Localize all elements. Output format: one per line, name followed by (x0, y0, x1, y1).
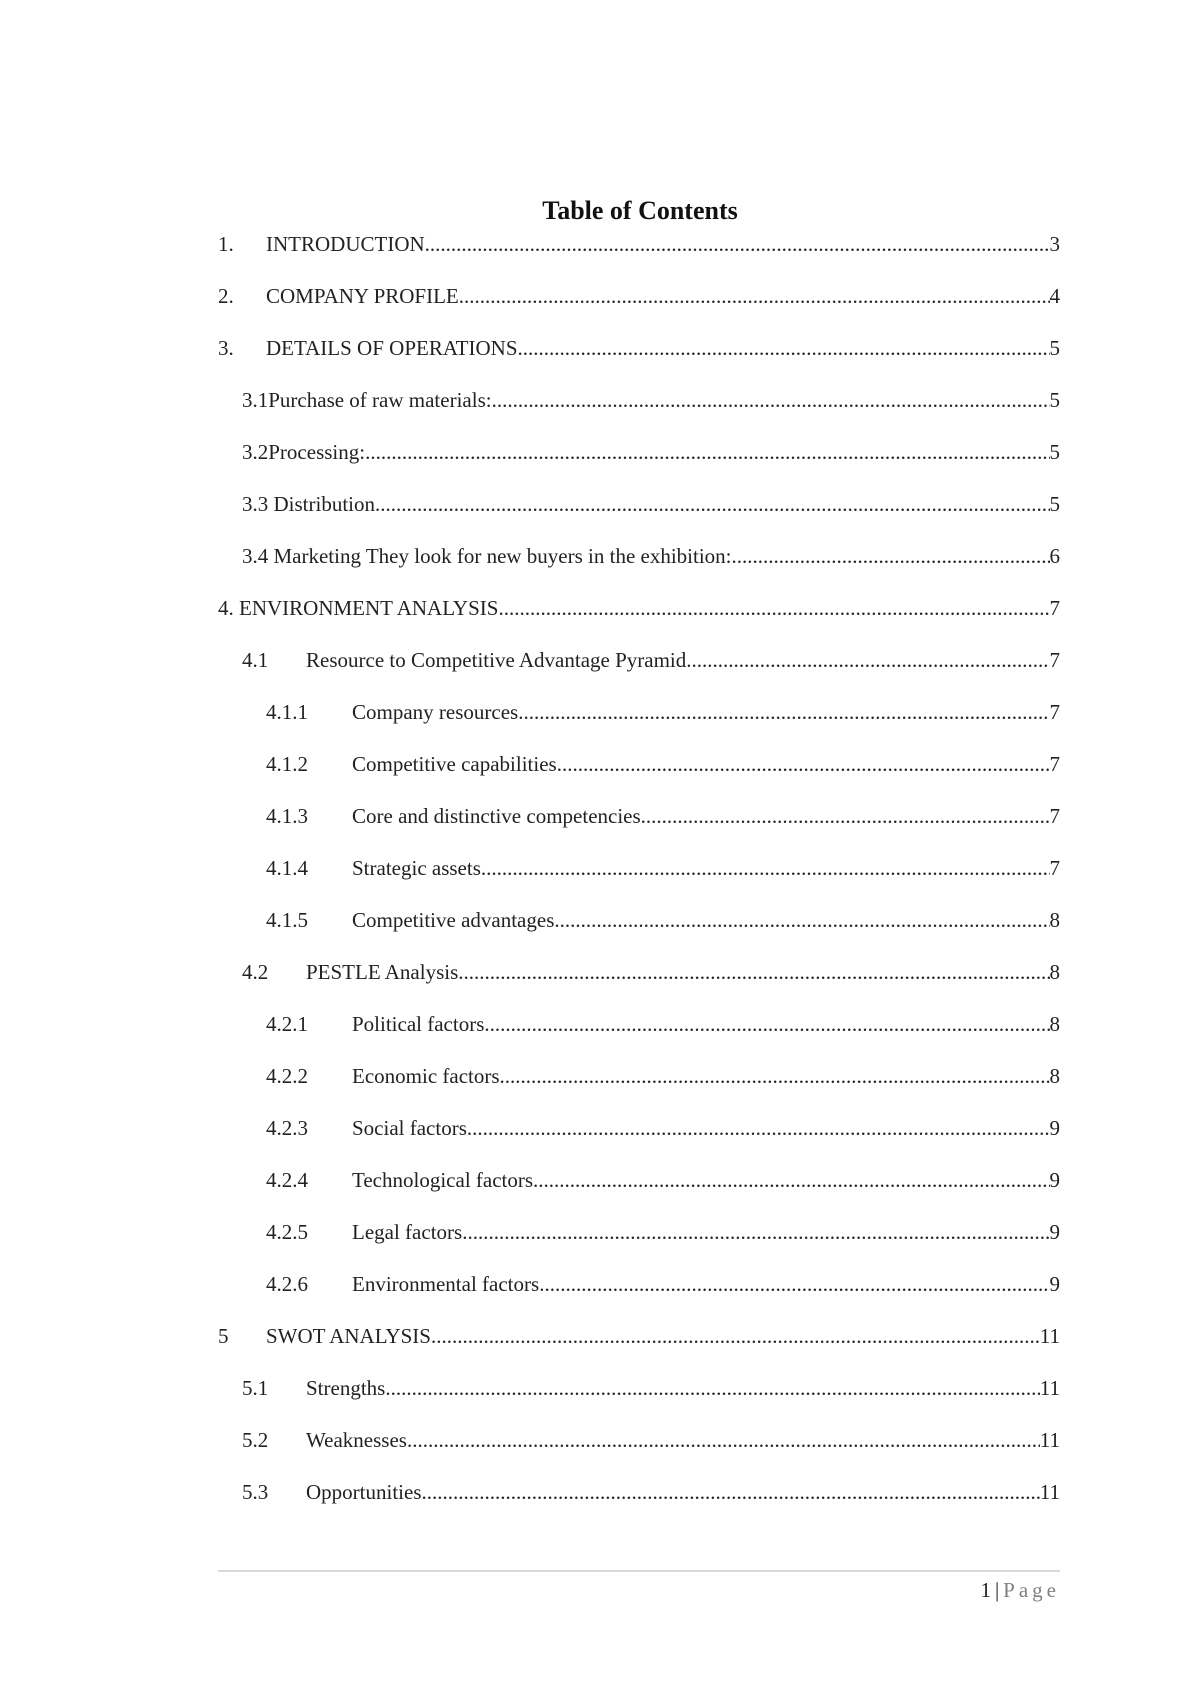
toc-entry-page: 8 (1049, 908, 1060, 932)
toc-dot-leader (554, 906, 1049, 934)
toc-entry-label: Strategic assets (352, 856, 481, 880)
toc-dot-leader (462, 1218, 1049, 1246)
toc-entry-page: 11 (1039, 1376, 1060, 1400)
toc-entry[interactable] (218, 1322, 1060, 1374)
toc-entry-label: Technological factors (352, 1168, 534, 1192)
toc-entry[interactable] (218, 1010, 1060, 1062)
toc-entry-label: Weaknesses (306, 1428, 407, 1452)
toc-entry-page: 5 (1049, 336, 1060, 360)
toc-entry[interactable] (218, 542, 1060, 594)
toc-entry-number: 4.1.5 (266, 908, 308, 932)
toc-entry-page: 7 (1049, 648, 1060, 672)
toc-dot-leader (539, 1270, 1049, 1298)
toc-entry-number: 4.2.3 (266, 1116, 308, 1140)
footer-separator: | (994, 1578, 1000, 1602)
toc-entry-label: ENVIRONMENT ANALYSIS (233, 596, 499, 620)
toc-dot-leader (431, 1322, 1040, 1350)
toc-dot-leader (518, 698, 1049, 726)
toc-entry-number: 5 (218, 1324, 229, 1348)
toc-dot-leader (533, 1166, 1049, 1194)
toc-entry[interactable] (218, 854, 1060, 906)
toc-entry-number: 3.3 (242, 492, 269, 516)
toc-entry-number: 1. (218, 232, 234, 256)
toc-entry-number: 4.2.4 (266, 1168, 308, 1192)
toc-entry-label: SWOT ANALYSIS (266, 1324, 431, 1348)
toc-dot-leader (686, 646, 1049, 674)
toc-dot-leader (492, 386, 1050, 414)
toc-entry-label: INTRODUCTION (266, 232, 425, 256)
toc-entry-page: 8 (1049, 960, 1060, 984)
toc-entry[interactable] (218, 1166, 1060, 1218)
toc-dot-leader (732, 542, 1050, 570)
toc-entry-label: Economic factors (352, 1064, 500, 1088)
toc-dot-leader (407, 1426, 1040, 1454)
toc-entry[interactable] (218, 594, 1060, 646)
toc-dot-leader (459, 282, 1050, 310)
toc-entry-number: 3.2 (242, 440, 269, 464)
page-footer (980, 1578, 1060, 1603)
toc-entry-page: 7 (1049, 752, 1060, 776)
toc-entry[interactable] (218, 1374, 1060, 1426)
toc-entry-label: Processing: (268, 440, 366, 464)
toc-entry-page: 11 (1039, 1428, 1060, 1452)
toc-entry-label: Opportunities (306, 1480, 422, 1504)
toc-entry-page: 7 (1049, 856, 1060, 880)
toc-entry-label: Company resources (352, 700, 519, 724)
toc-entry[interactable] (218, 282, 1060, 334)
toc-entry-page: 5 (1049, 492, 1060, 516)
toc-entry-page: 11 (1039, 1480, 1060, 1504)
toc-entry[interactable] (218, 438, 1060, 490)
toc-entry-number: 4.1.1 (266, 700, 308, 724)
toc-entry-label: DETAILS OF OPERATIONS (266, 336, 518, 360)
toc-entry-label: Core and distinctive competencies (352, 804, 641, 828)
toc-entry[interactable] (218, 490, 1060, 542)
toc-dot-leader (557, 750, 1050, 778)
toc-entry-page: 3 (1049, 232, 1060, 256)
toc-entry-number: 4.1 (242, 648, 269, 672)
toc-entry-label: Social factors (352, 1116, 467, 1140)
toc-entry[interactable] (218, 1218, 1060, 1270)
toc-entry-number: 2. (218, 284, 234, 308)
toc-entry-number: 4.2.6 (266, 1272, 308, 1296)
toc-entry-label: COMPANY PROFILE (266, 284, 459, 308)
toc-entry-number: 4.1.4 (266, 856, 308, 880)
toc-entry[interactable] (218, 698, 1060, 750)
toc-dot-leader (481, 854, 1050, 882)
toc-entry-label: Political factors (352, 1012, 485, 1036)
toc-dot-leader (422, 1478, 1040, 1506)
toc-entry-page: 9 (1049, 1272, 1060, 1296)
toc-entry[interactable] (218, 1114, 1060, 1166)
toc-entry[interactable] (218, 230, 1060, 282)
toc-entry[interactable] (218, 646, 1060, 698)
toc-entry-page: 7 (1049, 596, 1060, 620)
toc-dot-leader (500, 1062, 1050, 1090)
toc-entry[interactable] (218, 906, 1060, 958)
toc-entry-number: 4.2 (242, 960, 269, 984)
toc-entry-number: 4.2.5 (266, 1220, 308, 1244)
toc-entry-number: 3. (218, 336, 234, 360)
toc-entry-page: 9 (1049, 1116, 1060, 1140)
toc-entry[interactable] (218, 958, 1060, 1010)
toc-entry-label: Legal factors (352, 1220, 463, 1244)
toc-dot-leader (458, 958, 1049, 986)
toc-entry-label: Competitive advantages (352, 908, 555, 932)
toc-entry[interactable] (218, 1426, 1060, 1478)
toc-list (218, 230, 1060, 1530)
toc-entry-number: 3.4 (242, 544, 269, 568)
toc-entry-page: 4 (1049, 284, 1060, 308)
toc-entry-page: 7 (1049, 804, 1060, 828)
toc-entry[interactable] (218, 802, 1060, 854)
toc-dot-leader (375, 490, 1049, 518)
toc-entry-label: PESTLE Analysis (306, 960, 459, 984)
toc-dot-leader (484, 1010, 1049, 1038)
toc-entry[interactable] (218, 750, 1060, 802)
toc-dot-leader (425, 230, 1050, 258)
toc-entry-number: 5.1 (242, 1376, 269, 1400)
toc-entry-page: 8 (1049, 1012, 1060, 1036)
toc-entry[interactable] (218, 1270, 1060, 1322)
toc-entry-page: 11 (1039, 1324, 1060, 1348)
toc-entry-label: Resource to Competitive Advantage Pyramid (306, 648, 687, 672)
toc-entry-number: 4.2.1 (266, 1012, 308, 1036)
footer-divider (218, 1570, 1060, 1572)
toc-entry-page: 9 (1049, 1168, 1060, 1192)
toc-dot-leader (365, 438, 1049, 466)
toc-entry-number: 5.3 (242, 1480, 269, 1504)
footer-page-word: Page (1003, 1578, 1060, 1602)
toc-title: Table of Contents (542, 196, 738, 225)
toc-entry-label: Distribution (268, 492, 376, 516)
toc-dot-leader (518, 334, 1050, 362)
toc-dot-leader (498, 594, 1049, 622)
toc-entry-page: 5 (1049, 388, 1060, 412)
toc-entry[interactable] (218, 386, 1060, 438)
toc-entry-label: Purchase of raw materials: (268, 388, 492, 412)
toc-entry-number: 4.1.3 (266, 804, 308, 828)
toc-entry-page: 6 (1049, 544, 1060, 568)
toc-dot-leader (467, 1114, 1050, 1142)
toc-entry-page: 8 (1049, 1064, 1060, 1088)
toc-entry-page: 9 (1049, 1220, 1060, 1244)
toc-entry[interactable] (218, 1478, 1060, 1530)
footer-page-number: 1 (980, 1578, 991, 1602)
toc-entry-label: Marketing They look for new buyers in the exhibition: (268, 544, 732, 568)
toc-entry[interactable] (218, 334, 1060, 386)
toc-entry-number: 4.1.2 (266, 752, 308, 776)
toc-entry-number: 3.1 (242, 388, 269, 412)
toc-entry-number: 4.2.2 (266, 1064, 308, 1088)
toc-entry[interactable] (218, 1062, 1060, 1114)
toc-entry-page: 7 (1049, 700, 1060, 724)
toc-dot-leader (641, 802, 1050, 830)
toc-dot-leader (385, 1374, 1039, 1402)
toc-entry-label: Competitive capabilities (352, 752, 557, 776)
toc-entry-page: 5 (1049, 440, 1060, 464)
toc-entry-label: Environmental factors (352, 1272, 540, 1296)
toc-entry-label: Strengths (306, 1376, 386, 1400)
toc-entry-number: 4. (218, 596, 234, 620)
toc-entry-number: 5.2 (242, 1428, 269, 1452)
